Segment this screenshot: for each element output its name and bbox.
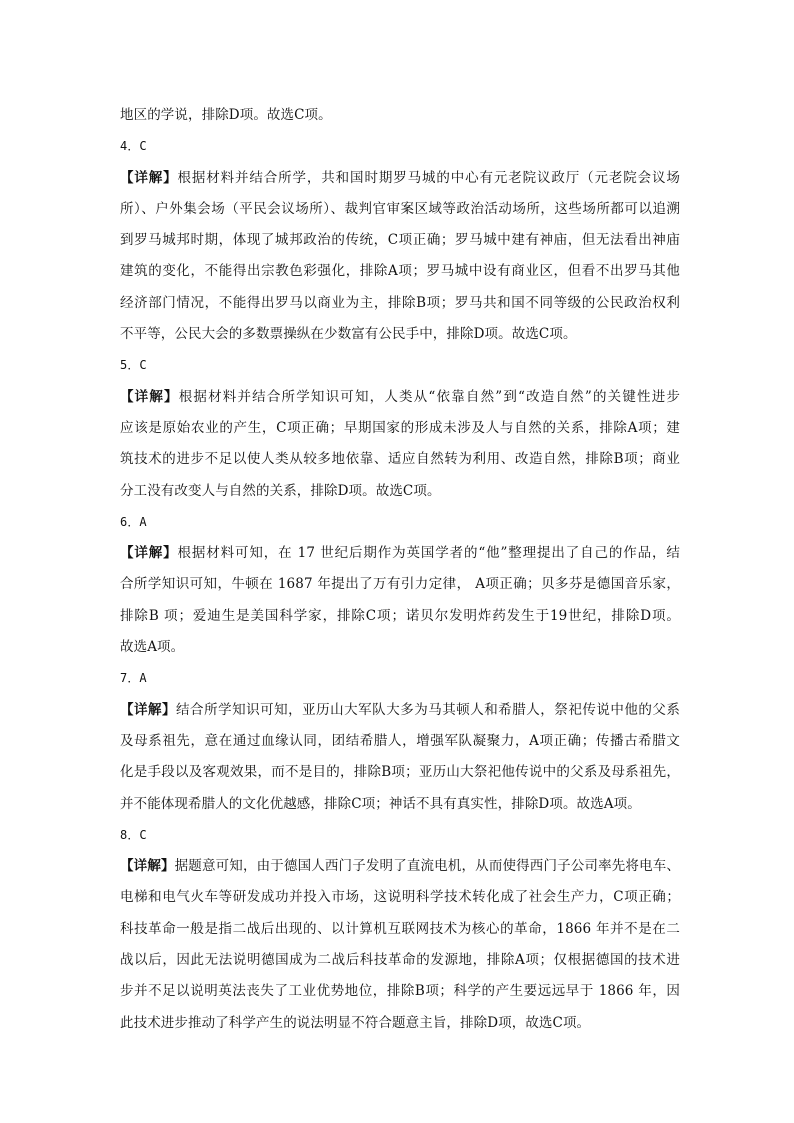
text-line: 据题意可知，由于德国人西门子发明了直流电机，从而使得西门子公司率先将电车、 — [174, 858, 680, 875]
detail-line — [120, 695, 680, 726]
detail-tag: 【详解】 — [120, 701, 177, 718]
text-line: 根据材料可知，在 17 世纪后期作为英国学者的“他”整理提出了自己的作品，结 — [177, 545, 680, 562]
text-line: 电梯和电气火车等研发成功并投入市场，这说明科学技术转化成了社会生产力，C项正确； — [120, 889, 680, 906]
detail-line — [120, 163, 680, 194]
text-line: 不平等，公民大会的多数票操纵在少数富有公民手中，排除D项。故选C项。 — [120, 326, 577, 343]
text-line: 到罗马城邦时期，体现了城邦政治的传统，C项正确；罗马城中建有神庙，但无法看出神庙 — [120, 232, 680, 249]
detail-tag: 【详解】 — [120, 858, 175, 875]
text-line: 科技革命一般是指二战后出现的、以计算机互联网技术为核心的革命，1866 年并不是在二 — [120, 920, 680, 937]
answer-number-7: 7．A — [120, 671, 147, 686]
detail-line — [120, 382, 680, 413]
text-line: 筑技术的进步不足以使人类从较多地依靠、适应自然转为利用、改造自然，排除B项；商业 — [120, 451, 680, 468]
detail-line — [120, 851, 680, 882]
text-line: 及母系祖先，意在通过血缘认同，团结希腊人，增强军队凝聚力，A项正确；传播古希腊文 — [120, 732, 680, 749]
document-page — [120, 100, 680, 1039]
text-line: 步并不足以说明英法丧失了工业优势地位，排除B项；科学的产生要远远早于 1866 年，因 — [120, 983, 680, 1000]
answer-number-8: 8．C — [120, 827, 147, 842]
answer-number-4: 4．C — [120, 139, 147, 154]
text-line: 建筑的变化，不能得出宗教色彩强化，排除A项；罗马城中设有商业区，但看不出罗马其他 — [120, 263, 680, 280]
text-line: 根据材料并结合所学知识可知，人类从“依靠自然”到“改造自然”的关键性进步 — [178, 388, 680, 405]
text-line: 经济部门情况，不能得出罗马以商业为主，排除B项；罗马共和国不同等级的公民政治权利 — [120, 294, 680, 311]
answer-number-6: 6．A — [120, 514, 147, 529]
answer-number-5: 5．C — [120, 358, 147, 373]
text-line: 化是手段以及客观效果，而不是目的，排除B项；亚历山大祭祀他传说中的父系及母系祖先， — [120, 764, 680, 781]
text-line: 应该是原始农业的产生，C项正确；早期国家的形成未涉及人与自然的关系，排除A项；建 — [120, 419, 680, 436]
text-line: 根据材料并结合所学，共和国时期罗马城的中心有元老院议政厅（元老院会议场 — [177, 169, 680, 186]
text-line: 合所学知识可知，牛顿在 1687 年提出了万有引力定律， A项正确；贝多芬是德国音乐家， — [120, 576, 680, 593]
text-line: 地区的学说，排除D项。故选C项。 — [120, 107, 332, 123]
text-line: 此技术进步推动了科学产生的说法明显不符合题意主旨，排除D项，故选C项。 — [120, 1014, 591, 1031]
detail-tag: 【详解】 — [120, 169, 178, 186]
text-line: 故选A项。 — [120, 639, 185, 656]
text-line: 战以后，因此无法说明德国成为二战后科技革命的发源地，排除A项；仅根据德国的技术进 — [120, 952, 680, 969]
text-line: 所）、户外集会场（平民会议场所）、裁判官审案区域等政治活动场所，这些场所都可以追溯 — [120, 200, 680, 217]
detail-tag: 【详解】 — [120, 388, 179, 405]
text-line: 排除B 项；爱迪生是美国科学家，排除C项；诺贝尔发明炸药发生于19世纪，排除D项。 — [120, 607, 680, 624]
detail-line — [120, 538, 680, 569]
text-line: 分工没有改变人与自然的关系，排除D项。故选C项。 — [120, 482, 441, 499]
text-line: 结合所学知识可知，亚历山大军队大多为马其顿人和希腊人，祭祀传说中他的父系 — [176, 701, 680, 718]
text-line: 并不能体现希腊人的文化优越感，排除C项；神话不具有真实性，排除D项。故选A项。 — [120, 795, 641, 812]
detail-tag: 【详解】 — [120, 545, 178, 562]
